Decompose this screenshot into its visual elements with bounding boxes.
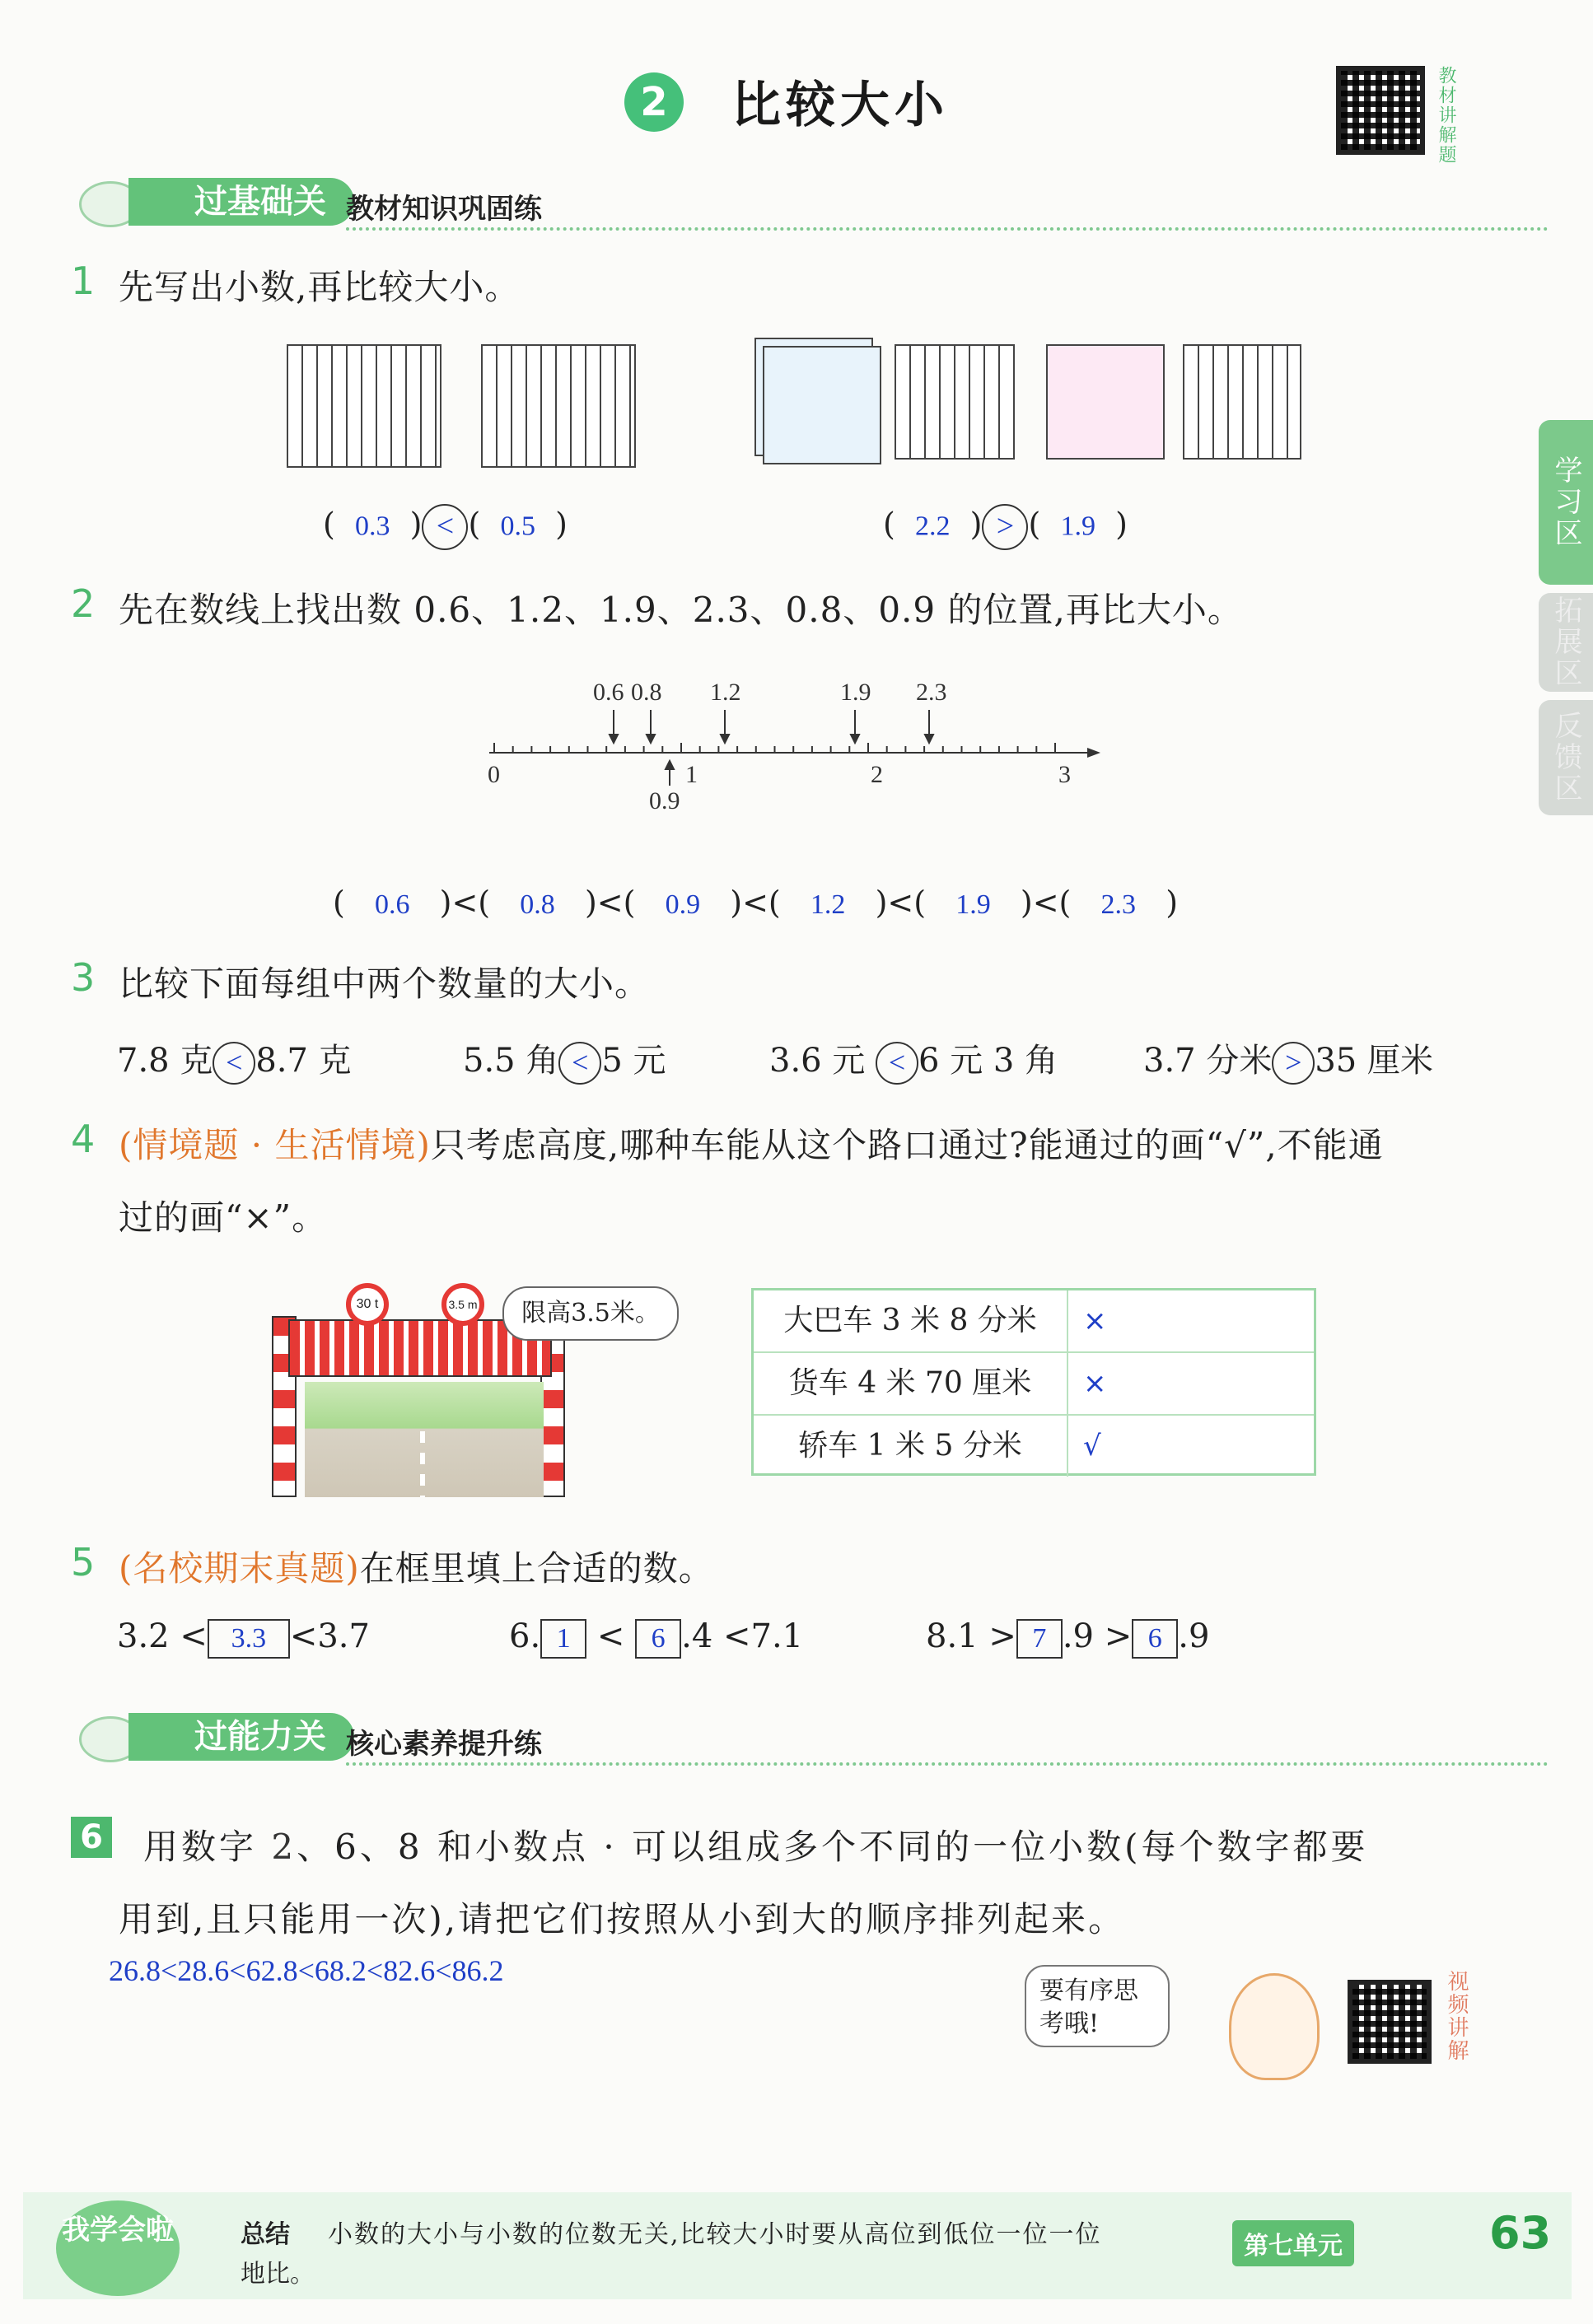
q6-answer: 26.8<28.6<62.8<68.2<82.6<86.2 (109, 1954, 504, 1987)
q5-tag: (名校期末真题) (119, 1548, 360, 1589)
q6-text-c: 可以组成多个不同的一位小数(每个数字都要 (632, 1827, 1369, 1867)
q2-ans-3: 0.9 (665, 889, 701, 920)
q5-e1-post: <3.7 (289, 1617, 370, 1655)
question-6-line-1: 用数字 2、6、8 和小数点 · 可以组成多个不同的一位小数(每个数字都要 (143, 1827, 1369, 1867)
section-ability-subtitle: 核心素养提升练 (346, 1728, 542, 1761)
q3-item-1 (117, 1034, 352, 1085)
side-tab-feedback[interactable]: 反馈区 (1539, 700, 1593, 815)
q6-digit-card-8: 8 (397, 1827, 423, 1867)
video-qr-code-icon[interactable] (1348, 1980, 1432, 2064)
q4-tag: (情境题 · 生活情境) (119, 1125, 431, 1165)
q5-e1-pre: 3.2 < (117, 1617, 208, 1655)
q3-item-3-right: 6 元 3 角 (918, 1042, 1058, 1080)
nl-label-1: 1 (685, 761, 698, 788)
q5-e2-box1[interactable]: 1 (540, 1619, 586, 1659)
page-title: 比较大小 (731, 77, 949, 134)
height-limit-bubble: 限高3.5米。 (502, 1286, 679, 1341)
q6-dot-card: · (603, 1827, 618, 1867)
summary-label: 总结 (241, 2220, 290, 2249)
tenths-grid-1 (287, 344, 441, 468)
q1-right-answer: ( 2.2 ) > ( 1.9 ) (883, 504, 1128, 550)
q5-e2-pre: 6. (509, 1617, 541, 1655)
vehicle-name: 轿车 1 米 5 分米 (754, 1416, 1068, 1477)
section-divider (346, 227, 1549, 231)
section-basic-header (79, 178, 1471, 226)
nl-above-0-8: 0.8 (631, 679, 662, 706)
q2-ans-4: 1.2 (810, 889, 846, 920)
q3-item-1-left: 7.8 克 (117, 1042, 213, 1080)
nl-below-0-9: 0.9 (649, 787, 680, 814)
question-3-text: 比较下面每组中两个数量的大小。 (119, 964, 651, 1004)
vehicle-mark[interactable]: √ (1083, 1430, 1101, 1463)
whole-square-front (763, 346, 881, 464)
summary-text-line-2: 地比。 (241, 2260, 315, 2289)
q3-item-2-right: 5 元 (601, 1042, 666, 1080)
nl-label-3: 3 (1058, 761, 1071, 788)
q1-left-a: 0.3 (354, 511, 390, 542)
q6-text-a: 用数字 (143, 1827, 258, 1867)
video-qr-label: 视频讲解 (1444, 1970, 1469, 2062)
question-4-line-1 (119, 1118, 1384, 1168)
question-5-number: 5 (71, 1540, 96, 1584)
question-6-line-2: 用到,且只能用一次),请把它们按照从小到大的顺序排列起来。 (119, 1899, 1126, 1939)
side-tab-study[interactable]: 学习区 (1539, 420, 1593, 585)
q2-ans-2: 0.8 (520, 889, 555, 920)
page-number: 63 (1489, 2207, 1552, 2259)
q1-left-op: < (422, 504, 468, 550)
q3-item-3-op: < (876, 1042, 918, 1085)
q6-digit-card-2: 2 (271, 1827, 297, 1867)
q2-ans-6: 2.3 (1100, 889, 1137, 920)
section-divider (346, 1762, 1549, 1766)
q3-item-3 (769, 1034, 1058, 1085)
q1-right-op: > (982, 504, 1028, 550)
q5-text: 在框里填上合适的数。 (359, 1548, 714, 1589)
cat-mascot-icon (1229, 1973, 1320, 2080)
question-5-line (119, 1542, 714, 1591)
q3-item-3-left: 3.6 元 (769, 1042, 866, 1080)
question-3-number: 3 (71, 955, 96, 1000)
whole-square-pink (1046, 344, 1165, 460)
question-2-number: 2 (71, 581, 96, 626)
q5-e3-post: .9 (1178, 1617, 1210, 1655)
section-basic-subtitle: 教材知识巩固练 (346, 193, 542, 226)
vehicle-table (751, 1288, 1316, 1476)
q5-expression-1 (117, 1617, 370, 1659)
road-center-line (420, 1431, 425, 1497)
q5-e3-pre: 8.1 > (926, 1617, 1016, 1655)
question-1-text: 先写出小数,再比较大小。 (119, 267, 521, 307)
nl-label-0: 0 (488, 761, 500, 788)
q3-item-1-right: 8.7 克 (255, 1042, 352, 1080)
q3-item-4 (1143, 1034, 1433, 1085)
q3-item-2-left: 5.5 角 (463, 1042, 559, 1080)
q5-e2-post: .4 <7.1 (681, 1617, 804, 1655)
table-row (754, 1353, 1314, 1416)
q5-e2-mid: < (596, 1617, 625, 1655)
question-1-number: 1 (71, 259, 96, 303)
side-tab-extend[interactable]: 拓展区 (1539, 593, 1593, 692)
q3-item-2-op: < (558, 1042, 601, 1085)
q5-e3-box2[interactable]: 6 (1132, 1619, 1178, 1659)
lesson-number-badge: 2 (624, 72, 684, 132)
q5-e3-mid: .9 > (1062, 1617, 1133, 1655)
q5-e1-box[interactable]: 3.3 (208, 1619, 290, 1659)
q1-right-b: 1.9 (1060, 511, 1095, 542)
q3-item-2 (463, 1034, 666, 1085)
summary-text-line-1: 小数的大小与小数的位数无关,比较大小时要从高位到低位一位一位 (328, 2220, 1102, 2249)
nl-above-2-3: 2.3 (916, 679, 947, 706)
weight-limit-sign: 30 t (346, 1283, 389, 1326)
q3-item-4-left: 3.7 分米 (1143, 1042, 1273, 1080)
question-6-number: 6 (71, 1817, 112, 1858)
question-4-line-2: 过的画“×”。 (119, 1197, 328, 1238)
q4-text: 只考虑高度,哪种车能从这个路口通过?能通过的画“√”,不能通 (430, 1125, 1384, 1165)
tenths-grid-4 (1183, 344, 1301, 460)
think-bubble: 要有序思考哦! (1025, 1965, 1170, 2047)
qr-code-icon[interactable] (1336, 66, 1425, 155)
section-basic-tag: 过基础关 (128, 178, 354, 226)
qr-side-label: 教材讲解题 (1436, 66, 1456, 165)
q6-digit-card-6: 6 (334, 1827, 360, 1867)
q3-item-4-right: 35 厘米 (1315, 1042, 1433, 1080)
q1-left-b: 0.5 (500, 511, 535, 542)
question-4-number: 4 (71, 1117, 96, 1161)
vehicle-mark[interactable]: × (1083, 1367, 1107, 1400)
question-2-text: 先在数线上找出数 0.6、1.2、1.9、2.3、0.8、0.9 的位置,再比大小。 (119, 590, 1243, 630)
q3-item-1-op: < (213, 1042, 255, 1085)
q3-item-4-op: > (1272, 1042, 1315, 1085)
table-row (754, 1290, 1314, 1353)
nl-label-2: 2 (871, 761, 883, 788)
vehicle-name: 货车 4 米 70 厘米 (754, 1353, 1068, 1414)
q2-ans-1: 0.6 (374, 889, 410, 920)
q2-ans-5: 1.9 (955, 889, 991, 920)
q5-e3-box1[interactable]: 7 (1016, 1619, 1063, 1659)
unit-label: 第七单元 (1232, 2220, 1354, 2266)
vehicle-name: 大巴车 3 米 8 分米 (754, 1290, 1068, 1351)
height-limit-sign: 3.5 m (441, 1283, 484, 1326)
nl-above-1-2: 1.2 (710, 679, 741, 706)
q1-right-a: 2.2 (914, 511, 951, 542)
q5-expression-2 (509, 1617, 803, 1659)
tenths-grid-2 (481, 344, 636, 468)
q2-answer-chain: ( 0.6 )<( 0.8 )<( 0.9 )<( 1.2 )<( 1.9 )<( 2.3 ) (333, 884, 1179, 921)
vehicle-mark[interactable]: × (1083, 1304, 1107, 1337)
q6-text-b: 和小数点 (437, 1827, 589, 1867)
number-line (478, 667, 1104, 815)
section-ability-tag: 过能力关 (128, 1713, 354, 1761)
nl-above-0-6: 0.6 (593, 679, 624, 706)
learned-badge: 我学会啦 (56, 2200, 180, 2296)
nl-above-1-9: 1.9 (840, 679, 871, 706)
q5-e2-box2[interactable]: 6 (635, 1619, 681, 1659)
tenths-grid-3 (895, 344, 1015, 460)
section-ability-header (79, 1713, 1471, 1761)
table-row (754, 1416, 1314, 1477)
q5-expression-3 (926, 1617, 1209, 1659)
q1-left-answer: ( 0.3 ) < ( 0.5 ) (323, 504, 568, 550)
